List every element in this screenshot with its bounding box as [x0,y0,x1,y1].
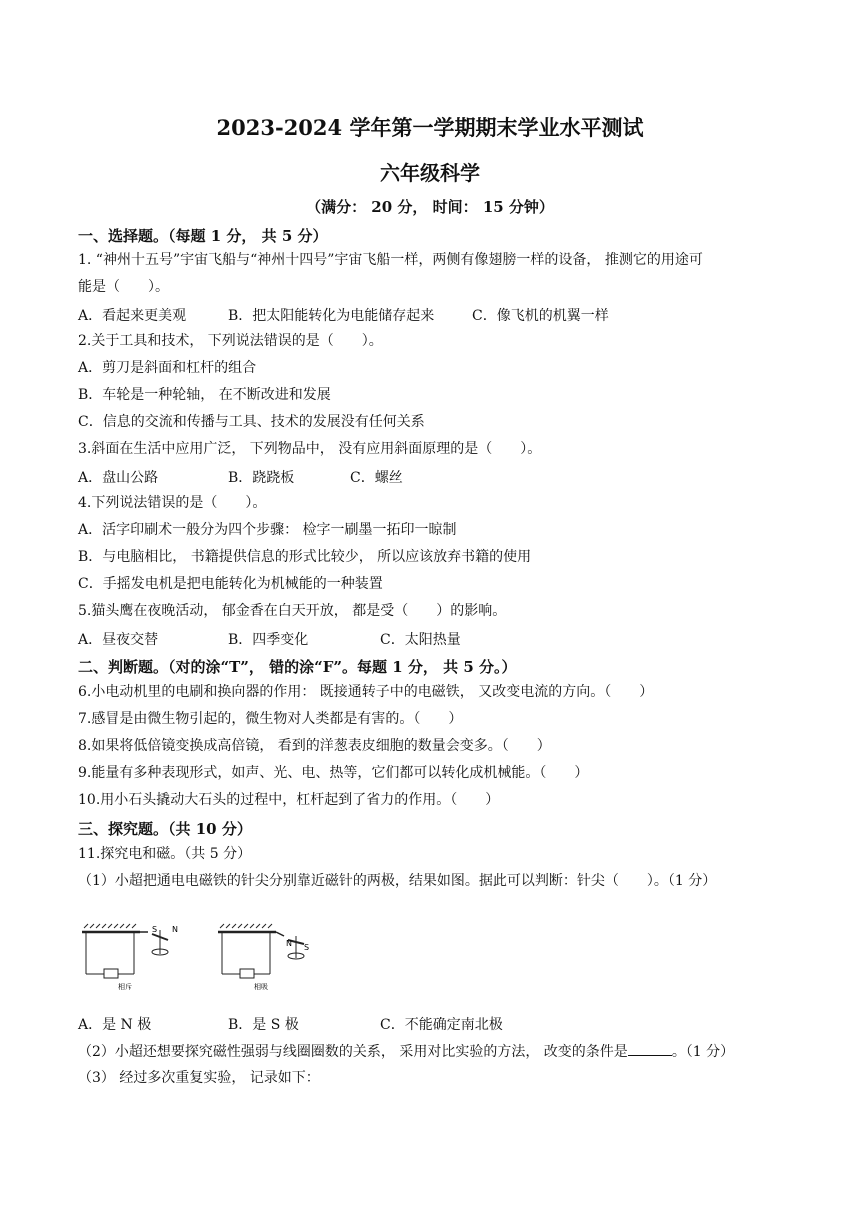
question-1-text: 1. “神州十五号”宇宙飞船与“神州十四号”宇宙飞船一样，两侧有像翅膀一样的设备， 推测它的用途可 [78,252,703,268]
question-1-option-c: C．像飞机的机翼一样 [472,308,609,324]
right-circuit-diagram [218,924,304,978]
question-3-option-a: A．盘山公路 [78,470,159,486]
question-6-text: 6.小电动机里的电刷和换向器的作用： 既接通转子中的电磁铁， 又改变电流的方向。（ ） [78,684,654,700]
question-2-option-b: B．车轮是一种轮轴， 在不断改进和发展 [78,387,331,403]
question-4-option-b: B．与电脑相比， 书籍提供信息的形式比较少， 所以应该放弃书籍的使用 [78,549,532,565]
question-11-part-1: （1）小超把通电电磁铁的针尖分别靠近磁针的两极，结果如图。据此可以判断：针尖（ ）。（1 分） [78,873,717,889]
question-11-part-2-suffix: 。（1 分） [671,1044,735,1060]
question-2-option-c: C．信息的交流和传播与工具、技术的发展没有任何关系 [78,414,425,430]
question-11-option-a: A．是 N 极 [78,1017,152,1033]
section-heading-explore: 三、探究题。（共 10 分） [78,820,252,838]
left-figure-caption: 相斥 [118,983,132,991]
question-5-option-a: A．昼夜交替 [78,632,159,648]
question-3-text: 3.斜面在生活中应用广泛， 下列物品中， 没有应用斜面原理的是（ ）。 [78,441,542,457]
question-11-option-c: C．不能确定南北极 [380,1017,503,1033]
electromagnet-compass-figure [78,922,338,992]
question-1-option-a: A．看起来更美观 [78,308,187,324]
section-heading-judge: 二、判断题。（对的涂“T”， 错的涂“F”。每题 1 分， 共 5 分。） [78,658,517,676]
question-5-option-c: C．太阳热量 [380,632,461,648]
question-1-option-b: B．把太阳能转化为电能储存起来 [228,308,435,324]
question-11-part-3: （3） 经过多次重复实验， 记录如下： [78,1070,320,1086]
exam-title: 2023-2024 学年第一学期期末学业水平测试 [216,115,644,140]
right-figure-caption: 相吸 [254,983,268,991]
question-10-text: 10.用小石头撬动大石头的过程中，杠杆起到了省力的作用。（ ） [78,792,500,808]
question-11-part-2 [78,1041,734,1062]
exam-info: （满分： 20 分， 时间： 15 分钟） [306,198,554,216]
question-11-text: 11.探究电和磁。（共 5 分） [78,846,252,862]
section-heading-choice: 一、选择题。（每题 1 分， 共 5 分） [78,227,328,245]
question-4-option-c: C．手摇发电机是把电能转化为机械能的一种装置 [78,576,383,592]
question-3-option-b: B．跷跷板 [228,470,295,486]
question-2-option-a: A．剪刀是斜面和杠杆的组合 [78,360,257,376]
question-2-text: 2.关于工具和技术， 下列说法错误的是（ ）。 [78,333,383,349]
question-5-text: 5.猫头鹰在夜晚活动， 郁金香在白天开放， 都是受（ ）的影响。 [78,603,507,619]
question-7-text: 7.感冒是由微生物引起的，微生物对人类都是有害的。（ ） [78,711,463,727]
question-4-option-a: A．活字印刷术一般分为四个步骤： 检字一刷墨一拓印一晾制 [78,522,457,538]
question-3-option-c: C．螺丝 [350,470,403,486]
right-compass-s-label: S [304,943,310,952]
left-compass-s-label: S [152,925,158,934]
question-1-text-cont: 能是（ ）。 [78,279,169,295]
question-9-text: 9.能量有多种表现形式，如声、光、电、热等，它们都可以转化成机械能。（ ） [78,765,589,781]
right-compass-n-label: N [286,939,292,948]
question-11-part-2-text: （2）小超还想要探究磁性强弱与线圈圈数的关系， 采用对比实验的方法， 改变的条件是 [78,1044,628,1060]
question-5-option-b: B．四季变化 [228,632,309,648]
question-4-text: 4.下列说法错误的是（ ）。 [78,495,267,511]
question-8-text: 8.如果将低倍镜变换成高倍镜， 看到的洋葱表皮细胞的数量会变多。（ ） [78,738,551,754]
question-11-option-b: B．是 S 极 [228,1017,299,1033]
left-compass-n-label: N [172,925,178,934]
exam-subtitle: 六年级科学 [380,161,480,185]
answer-blank[interactable] [628,1041,672,1056]
